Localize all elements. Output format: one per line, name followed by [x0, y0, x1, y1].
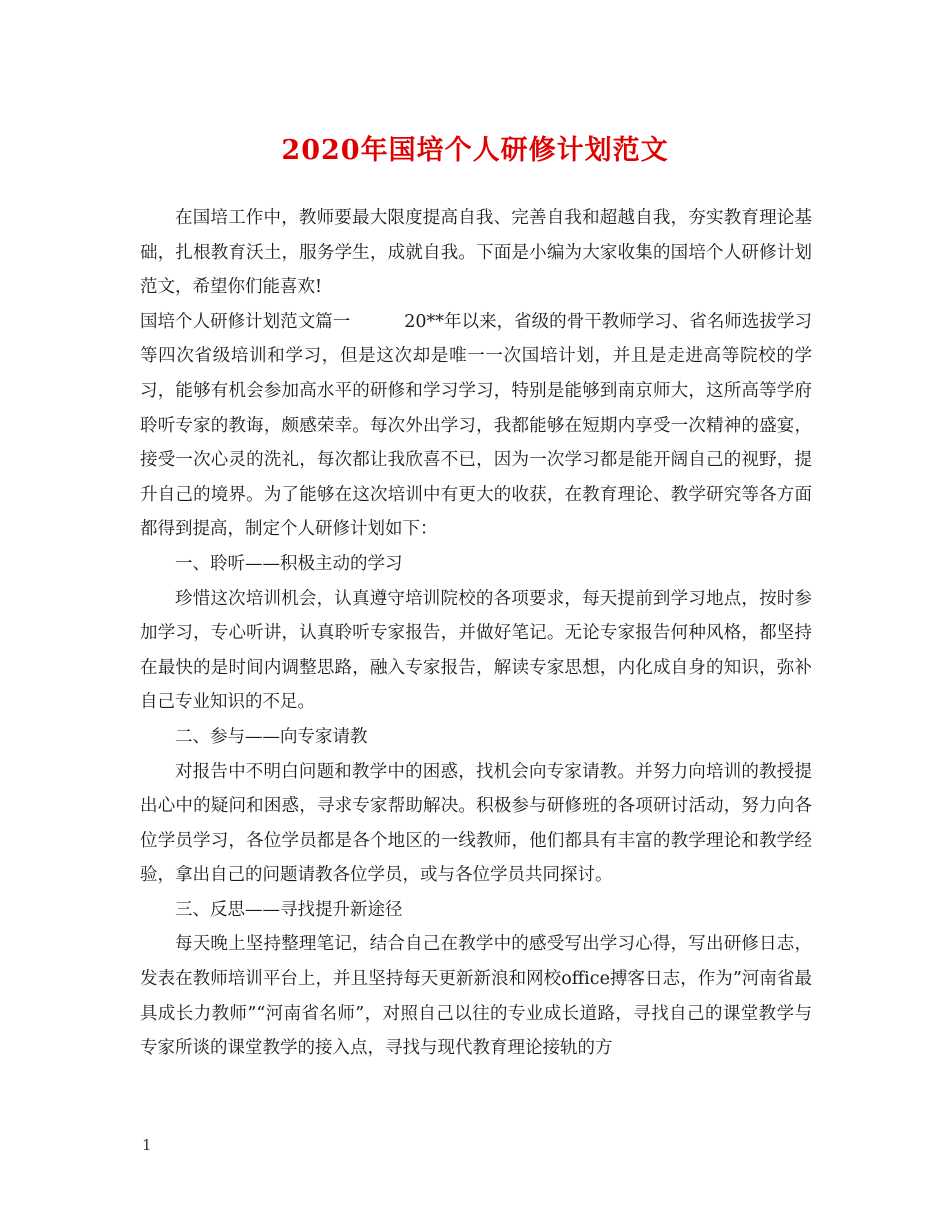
section-heading-1: 一、聆听——积极主动的学习: [175, 553, 403, 574]
article-paragraph: [140, 305, 812, 547]
section-text-3: 每天晚上坚持整理笔记，结合自己在教学中的感受写出学习心得，写出研修日志，发表在教师培训平台上，并且坚持每天更新新浪和网校office搏客日志，作为”河南省最具成长力教师”“河南省名师”，对照自己以往的专业成长道路，寻找自己的课堂教学与专家所谈的课堂教学的接入点，寻找与现代教育理论接轨的方: [140, 934, 812, 1059]
document-body: [140, 201, 812, 1066]
document-title: 2020年国培个人研修计划范文: [281, 135, 669, 166]
section-heading-2: 二、参与——向专家请教: [175, 726, 368, 747]
page-number: 1: [142, 1136, 152, 1154]
section-text-1: 珍惜这次培训机会，认真遵守培训院校的各项要求，每天提前到学习地点，按时参加学习，专心听讲，认真聆听专家报告，并做好笔记。无论专家报告何种风格，都坚持在最快的是时间内调整思路，融入专家报告，解读专家思想，内化成自身的知识，弥补自己专业知识的不足。: [140, 588, 812, 713]
section-heading-3: 三、反思——寻找提升新途径: [175, 899, 403, 920]
intro-paragraph: 在国培工作中，教师要最大限度提高自我、完善自我和超越自我，夯实教育理论基础，扎根教育沃土，服务学生，成就自我。下面是小编为大家收集的国培个人研修计划范文，希望你们能喜欢!: [140, 208, 812, 298]
section-text-2: 对报告中不明白问题和教学中的困惑，找机会向专家请教。并努力向培训的教授提出心中的疑问和困惑，寻求专家帮助解决。积极参与研修班的各项研讨活动，努力向各位学员学习，各位学员都是各个地区的一线教师，他们都具有丰富的教学理论和教学经验，拿出自己的问题请教各位学员，或与各位学员共同探讨。: [140, 761, 812, 886]
article-label: 国培个人研修计划范文篇一: [140, 311, 351, 332]
article-intro: 20**年以来，省级的骨干教师学习、省名师选拔学习等四次省级培训和学习，但是这次却是唯一一次国培计划，并且是走进高等院校的学习，能够有机会参加高水平的研修和学习学习，特别是能够到南京师大，这所高等学府聆听专家的教诲，颇感荣幸。每次外出学习，我都能够在短期内享受一次精神的盛宴，接受一次心灵的洗礼，每次都让我欣喜不已，因为一次学习都是能开阔自己的视野，提升自己的境界。为了能够在这次培训中有更大的收获，在教育理论、教学研究等各方面都得到提高，制定个人研修计划如下：: [140, 311, 812, 540]
